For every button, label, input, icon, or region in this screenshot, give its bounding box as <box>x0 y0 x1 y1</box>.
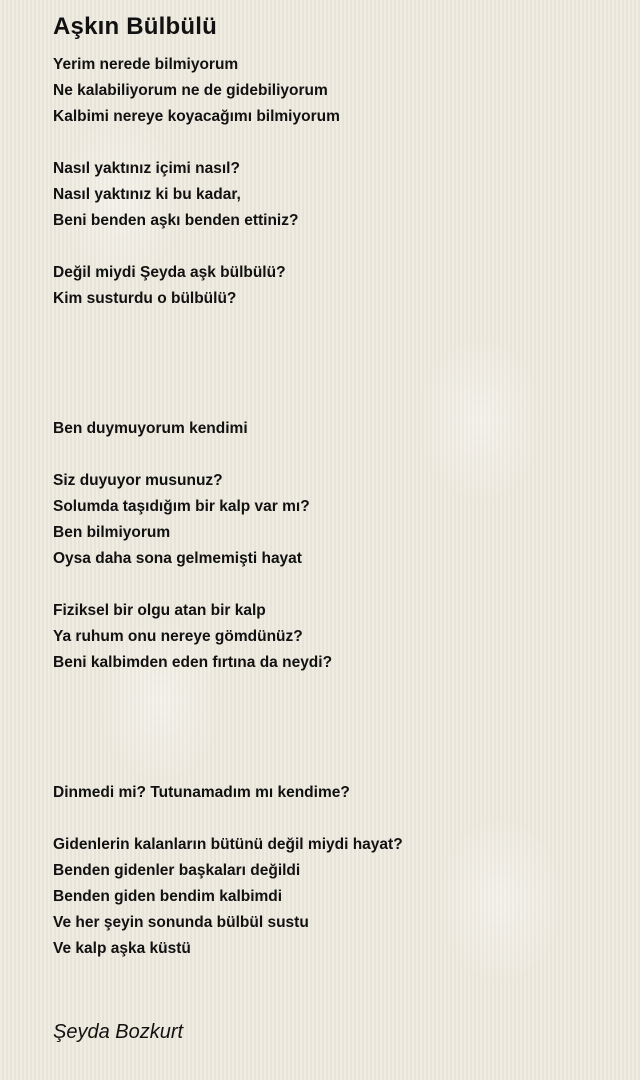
poem-line: Ben duymuyorum kendimi <box>53 420 248 437</box>
stanza-break <box>53 442 613 468</box>
poem-line: Kim susturdu o bülbülü? <box>53 290 237 307</box>
stanza-break <box>53 676 613 702</box>
poem-line: Ben bilmiyorum <box>53 524 171 541</box>
poem-line: Siz duyuyor musunuz? <box>53 472 223 489</box>
stanza-break <box>53 234 613 260</box>
poem-line: Kalbimi nereye koyacağımı bilmiyorum <box>53 108 340 125</box>
poem-line: Solumda taşıdığım bir kalp var mı? <box>53 498 310 515</box>
stanza-break <box>53 702 613 728</box>
poem-line: Ve her şeyin sonunda bülbül sustu <box>53 914 309 931</box>
stanza-break <box>53 572 613 598</box>
poem-line: Ne kalabiliyorum ne de gidebiliyorum <box>53 82 328 99</box>
poem-line: Beni kalbimden eden fırtına da neydi? <box>53 654 333 671</box>
poem-line: Nasıl yaktınız ki bu kadar, <box>53 186 241 203</box>
stanza-break <box>53 338 613 364</box>
poem-line: Beni benden aşkı benden ettiniz? <box>53 212 299 229</box>
stanza-break <box>53 754 613 780</box>
poem-line: Gidenlerin kalanların bütünü değil miydi hayat? <box>53 836 403 853</box>
poem-title: Aşkın Bülbülü <box>53 13 217 40</box>
stanza-break <box>53 806 613 832</box>
stanza-break <box>53 390 613 416</box>
stanza-break <box>53 130 613 156</box>
poem-line: Fiziksel bir olgu atan bir kalp <box>53 602 266 619</box>
poem-container <box>53 12 613 962</box>
poem-line: Ya ruhum onu nereye gömdünüz? <box>53 628 303 645</box>
poem-line: Nasıl yaktınız içimi nasıl? <box>53 160 240 177</box>
poem-line: Ve kalp aşka küstü <box>53 940 191 957</box>
poem-author: Şeyda Bozkurt <box>53 1021 184 1043</box>
stanza-break <box>53 312 613 338</box>
poem-body <box>53 52 613 962</box>
poem-line: Değil miydi Şeyda aşk bülbülü? <box>53 264 286 281</box>
poem-line: Benden gidenler başkaları değildi <box>53 862 301 879</box>
poem-line: Benden giden bendim kalbimdi <box>53 888 283 905</box>
poem-line: Dinmedi mi? Tutunamadım mı kendime? <box>53 784 350 801</box>
poem-line: Yerim nerede bilmiyorum <box>53 56 239 73</box>
stanza-break <box>53 364 613 390</box>
stanza-break <box>53 728 613 754</box>
poem-line: Oysa daha sona gelmemişti hayat <box>53 550 302 567</box>
